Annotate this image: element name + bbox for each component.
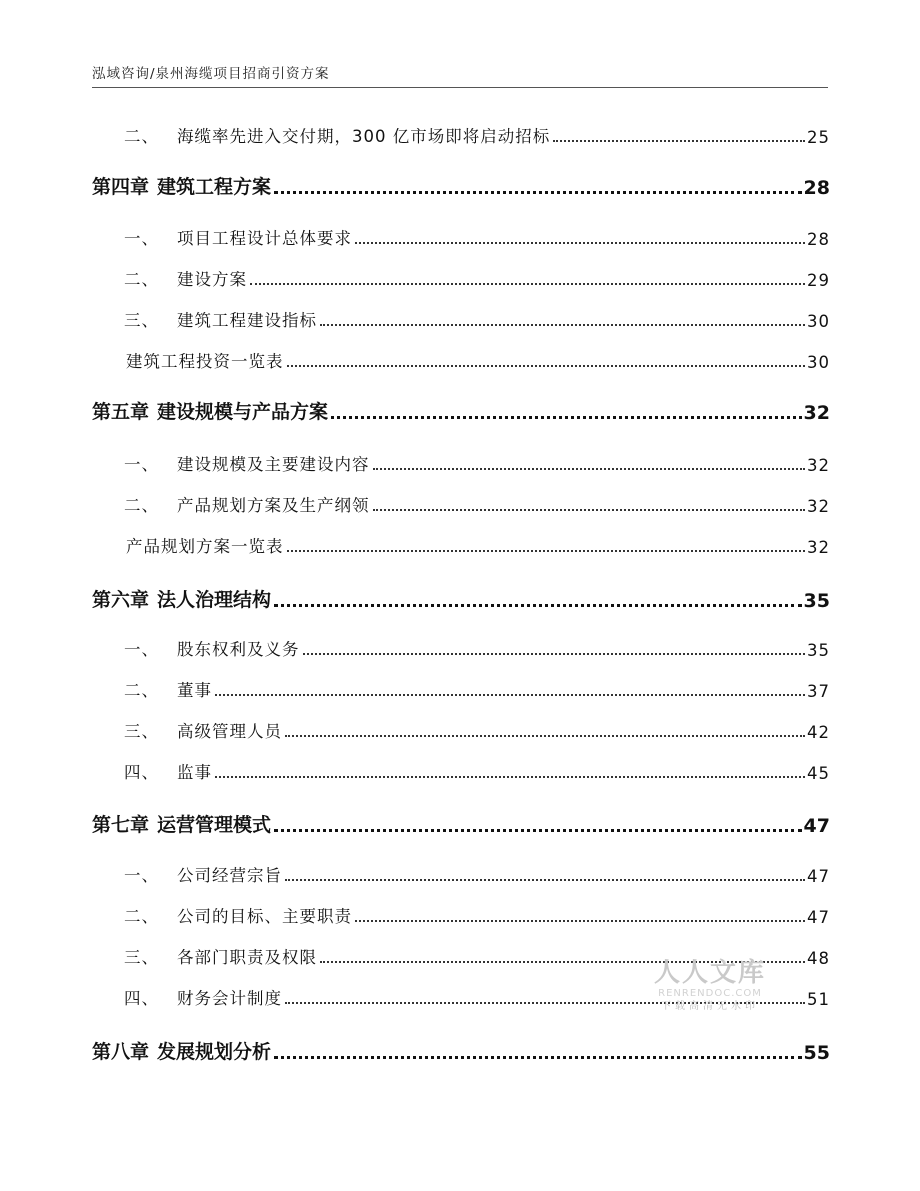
toc-entry-title	[92, 451, 370, 475]
toc-entry-title	[92, 172, 271, 199]
toc-entry-number: 一、	[124, 455, 159, 474]
toc-page-number: 55	[803, 1042, 830, 1064]
toc-section-entry[interactable]	[92, 759, 830, 783]
toc-page-number: 32	[807, 497, 830, 516]
toc-entry-text: 建筑工程建设指标	[177, 311, 317, 330]
toc-entry-number: 二、	[124, 907, 159, 926]
toc-entry-number: 一、	[124, 866, 159, 885]
dot-leader	[287, 550, 806, 552]
toc-entry-number: 二、	[124, 496, 159, 515]
toc-entry-number: 四、	[124, 763, 159, 782]
toc-entry-text: 项目工程设计总体要求	[177, 229, 352, 248]
dot-leader	[285, 735, 805, 737]
toc-page-number: 28	[803, 177, 830, 199]
toc-entry-number: 二、	[124, 127, 159, 146]
toc-page-number: 29	[807, 271, 830, 290]
toc-entry-text: 产品规划方案一览表	[126, 537, 284, 556]
dot-leader	[274, 191, 802, 194]
dot-leader	[274, 1056, 802, 1059]
toc-entry-text: 产品规划方案及生产纲领	[177, 496, 370, 515]
toc-page-number: 30	[807, 353, 830, 372]
toc-entry-text: 公司经营宗旨	[177, 866, 282, 885]
toc-entry-text: 股东权利及义务	[177, 640, 300, 659]
toc-section-entry[interactable]	[92, 718, 830, 742]
toc-entry-title	[92, 636, 300, 660]
toc-section-entry[interactable]	[92, 123, 830, 147]
toc-entry-number: 第七章	[92, 814, 150, 836]
toc-section-entry[interactable]	[92, 533, 830, 557]
dot-leader	[553, 140, 805, 142]
toc-entry-title	[92, 1037, 271, 1064]
toc-entry-number: 一、	[124, 640, 159, 659]
toc-entry-title	[92, 903, 352, 927]
toc-page-number: 47	[807, 908, 830, 927]
toc-entry-title	[92, 266, 247, 290]
toc-entry-number: 三、	[124, 948, 159, 967]
toc-entry-text: 各部门职责及权限	[177, 948, 317, 967]
toc-chapter-entry[interactable]	[92, 397, 830, 424]
dot-leader	[287, 365, 806, 367]
toc-entry-title	[92, 985, 282, 1009]
toc-page-number: 32	[807, 456, 830, 475]
dot-leader	[331, 416, 802, 419]
toc-entry-title	[92, 225, 352, 249]
toc-page-number: 45	[807, 764, 830, 783]
toc-page-number: 42	[807, 723, 830, 742]
dot-leader	[373, 509, 806, 511]
dot-leader	[373, 468, 806, 470]
toc-entry-text: 建设规模及主要建设内容	[177, 455, 370, 474]
running-header: 泓域咨询/泉州海缆项目招商引资方案	[92, 66, 330, 82]
toc-entry-number: 二、	[124, 270, 159, 289]
toc-section-entry[interactable]	[92, 225, 830, 249]
watermark-logo: 人人文库	[653, 958, 766, 988]
header-rule	[92, 87, 828, 88]
toc-page-number: 48	[807, 949, 830, 968]
toc-entry-text: 法人治理结构	[157, 589, 272, 611]
toc-entry-text: 监事	[177, 763, 212, 782]
toc-entry-text: 海缆率先进入交付期，300 亿市场即将启动招标	[177, 127, 551, 146]
toc-entry-number: 二、	[124, 681, 159, 700]
toc-entry-number: 第六章	[92, 589, 150, 611]
toc-entry-title	[92, 492, 370, 516]
watermark-tagline: 下载高清无水印	[661, 1001, 759, 1012]
toc-entry-title	[92, 862, 282, 886]
toc-section-entry[interactable]	[92, 348, 830, 372]
dot-leader	[320, 324, 805, 326]
toc-section-entry[interactable]	[92, 492, 830, 516]
toc-entry-number: 三、	[124, 311, 159, 330]
watermark-url: RENRENDOC.COM	[658, 988, 762, 999]
toc-page-number: 32	[807, 538, 830, 557]
toc-entry-text: 建筑工程方案	[157, 176, 272, 198]
toc-section-entry[interactable]	[92, 677, 830, 701]
toc-section-entry[interactable]	[92, 266, 830, 290]
toc-section-entry[interactable]	[92, 903, 830, 927]
toc-entry-number: 三、	[124, 722, 159, 741]
toc-entry-title	[92, 810, 271, 837]
toc-entry-text: 建筑工程投资一览表	[126, 352, 284, 371]
toc-entry-number: 一、	[124, 229, 159, 248]
toc-entry-title	[92, 307, 317, 331]
toc-entry-text: 财务会计制度	[177, 989, 282, 1008]
toc-section-entry[interactable]	[92, 862, 830, 886]
toc-section-entry[interactable]	[92, 451, 830, 475]
toc-entry-number: 四、	[124, 989, 159, 1008]
dot-leader	[355, 920, 805, 922]
toc-page-number: 47	[807, 867, 830, 886]
toc-chapter-entry[interactable]	[92, 585, 830, 612]
toc-entry-title	[92, 759, 212, 783]
toc-entry-number: 第五章	[92, 401, 150, 423]
toc-entry-text: 建设方案	[177, 270, 247, 289]
dot-leader	[274, 604, 802, 607]
toc-page-number: 35	[803, 590, 830, 612]
toc-entry-title	[92, 944, 317, 968]
toc-entry-text: 董事	[177, 681, 212, 700]
toc-page-number: 32	[803, 402, 830, 424]
toc-entry-text: 高级管理人员	[177, 722, 282, 741]
toc-entry-text: 公司的目标、主要职责	[177, 907, 352, 926]
dot-leader	[215, 776, 805, 778]
toc-entry-text: 建设规模与产品方案	[157, 401, 329, 423]
toc-entry-number: 第八章	[92, 1041, 150, 1063]
toc-entry-title	[92, 585, 271, 612]
toc-page-number: 47	[803, 815, 830, 837]
toc-page-number: 28	[807, 230, 830, 249]
toc-entry-number: 第四章	[92, 176, 150, 198]
dot-leader	[215, 694, 805, 696]
toc-page-number: 35	[807, 641, 830, 660]
watermark	[648, 958, 772, 1014]
toc-entry-text: 运营管理模式	[157, 814, 272, 836]
toc-page-number: 37	[807, 682, 830, 701]
dot-leader	[274, 829, 802, 832]
dot-leader	[355, 242, 805, 244]
dot-leader	[303, 653, 806, 655]
toc-entry-title	[92, 397, 328, 424]
toc-chapter-entry[interactable]	[92, 810, 830, 837]
toc-entry-title	[92, 533, 284, 557]
toc-page-number: 25	[807, 128, 830, 147]
toc-entry-text: 发展规划分析	[157, 1041, 272, 1063]
toc-entry-title	[92, 123, 550, 147]
dot-leader	[250, 283, 805, 285]
dot-leader	[285, 879, 805, 881]
toc-section-entry[interactable]	[92, 636, 830, 660]
toc-page-number: 51	[807, 990, 830, 1009]
toc-page-number: 30	[807, 312, 830, 331]
toc-entry-title	[92, 348, 284, 372]
toc-section-entry[interactable]	[92, 307, 830, 331]
toc-chapter-entry[interactable]	[92, 1037, 830, 1064]
toc-entry-title	[92, 677, 212, 701]
toc-chapter-entry[interactable]	[92, 172, 830, 199]
toc-entry-title	[92, 718, 282, 742]
